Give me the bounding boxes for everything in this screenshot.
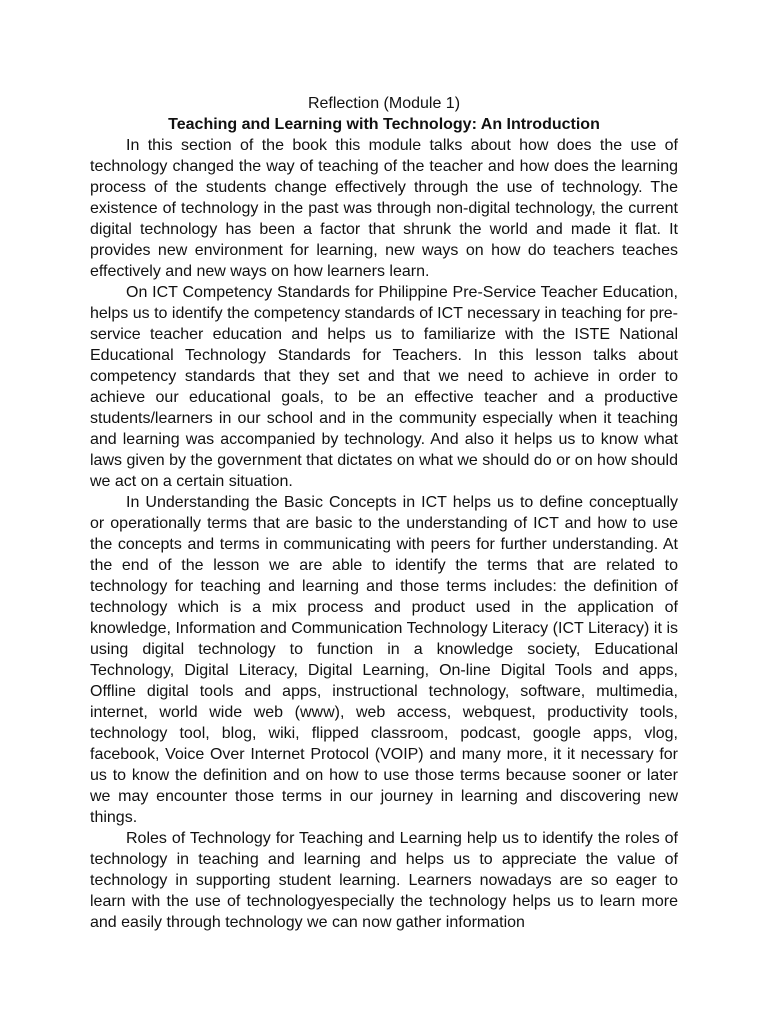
paragraph-roles-of-technology: Roles of Technology for Teaching and Learning help us to identify the roles of technology in teaching and learning and helps us to appreciate the value of technology in supporting student learning. Learners nowadays are so eager to learn with the use of technologyespecially the technology helps us to learn more and easily through technology we can now gather information xyxy=(90,830,678,931)
paragraph-intro: In this section of the book this module talks about how does the use of technology changed the way of teaching of the teacher and how does the learning process of the students change effectively through the use of technology. The existence of technology in the past was through non-digital technology, the current digital technology has been a factor that shrunk the world and made it flat. It provides new environment for learning, new ways on how do teachers teaches effectively and new ways on how learners learn. xyxy=(90,137,678,280)
document-title: Reflection (Module 1) xyxy=(307,95,461,112)
paragraph-ict-competency: On ICT Competency Standards for Philippine Pre-Service Teacher Education, helps us to identify the competency standards of ICT necessary in teaching for pre-service teacher education and helps us to familiarize with the ISTE National Educational Technology Standards for Teachers. In this lesson talks about competency standards that they set and that we need to achieve in order to achieve our educational goals, to be an effective teacher and a productive students/learners in our school and in the community especially when it teaching and learning was accompanied by technology. And also it helps us to know what laws given by the government that dictates on what we should do or on how should we act on a certain situation. xyxy=(90,284,678,490)
paragraph-basic-concepts: In Understanding the Basic Concepts in ICT helps us to define conceptually or operationally terms that are basic to the understanding of ICT and how to use the concepts and terms in communicating with peers for further understanding. At the end of the lesson we are able to identify the terms that are related to technology for teaching and learning and those terms includes: the definition of technology which is a mix process and product used in the application of knowledge, Information and Communication Technology Literacy (ICT Literacy) it is using digital technology to function in a knowledge society, Educational Technology, Digital Literacy, Digital Learning, On-line Digital Tools and apps, Offline digital tools and apps, instructional technology, software, multimedia, internet, world wide web (www), web access, webquest, productivity tools, technology tool, blog, wiki, flipped classroom, podcast, google apps, vlog, facebook, Voice Over Internet Protocol (VOIP) and many more, it it necessary for us to know the definition and on how to use those terms because sooner or later we may encounter those terms in our journey in learning and discovering new things. xyxy=(90,494,678,826)
document-page xyxy=(90,93,678,933)
document-subtitle: Teaching and Learning with Technology: An Introduction xyxy=(168,116,600,133)
